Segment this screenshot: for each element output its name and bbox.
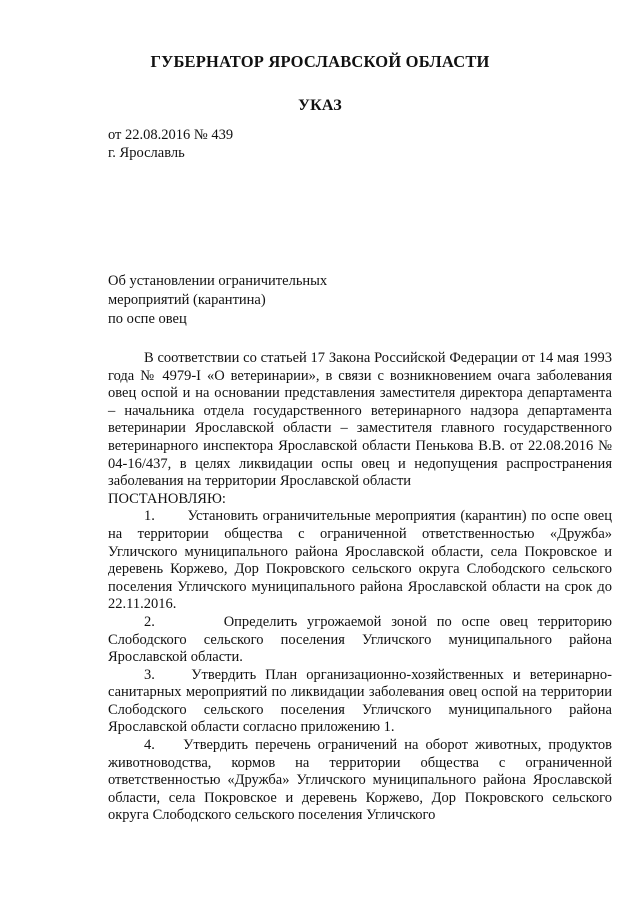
preamble-paragraph: В соответствии со статьей 17 Закона Российской Федерации от 14 мая 1993 года № 4979-I «О ветеринарии», в связи с возникновением очага заболевания овец оспой и на основании представления заместителя директора департамента – начальника отдела государственного ветеринарного надзора департамента ветеринарии Ярославской области – заместителя главного государственного ветеринарного инспектора Ярославской области Пенькова В.В. от 22.08.2016 № 04-16/437, в целях ликвидации оспы овец и недопущения распространения заболевания на территории Ярославской области [108, 350, 612, 490]
document-date-number: от 22.08.2016 № 439 [108, 127, 234, 143]
subject-line: по оспе овец [108, 311, 187, 327]
decree-item-2: 2. Определить угрожаемой зоной по оспе овец территорию Слободского сельского поселения Угличского муниципального района Ярославской области. [108, 613, 612, 666]
subject-line: Об установлении ограничительных [108, 273, 328, 289]
issuer-title: ГУБЕРНАТОР ЯРОСЛАВСКОЙ ОБЛАСТИ [150, 52, 490, 71]
document-subject [108, 272, 327, 329]
document-body [108, 350, 612, 825]
decree-item-3: 3. Утвердить План организационно-хозяйственных и ветеринарно-санитарных мероприятий по ликвидации заболевания овец оспой на территории Слободского сельского поселения Угличского муниципального района Ярославской области согласно приложению 1. [108, 666, 612, 736]
decree-word: ПОСТАНОВЛЯЮ: [108, 490, 226, 507]
subject-line: мероприятий (карантина) [108, 292, 266, 308]
decree-item-1: 1. Установить ограничительные мероприятия (карантин) по оспе овец на территории общества с ограниченной ответственностью «Дружба» Угличского муниципального района Ярославской области, села Покровское и деревень Коржево, Дор Покровского сельского округа Слободского сельского поселения Угличского муниципального района Ярославской области на срок до 22.11.2016. [108, 508, 612, 613]
decree-item-4: 4. Утвердить перечень ограничений на оборот животных, продуктов животноводства, кормов на территории общества с ограниченной ответственностью «Дружба» Угличского муниципального района Ярославской области, села Покровское и деревень Коржево, Дор Покровского сельского округа Слободского сельского поселения Угличского [108, 737, 612, 824]
document-city: г. Ярославль [108, 145, 185, 161]
document-type-title: УКАЗ [298, 97, 342, 114]
